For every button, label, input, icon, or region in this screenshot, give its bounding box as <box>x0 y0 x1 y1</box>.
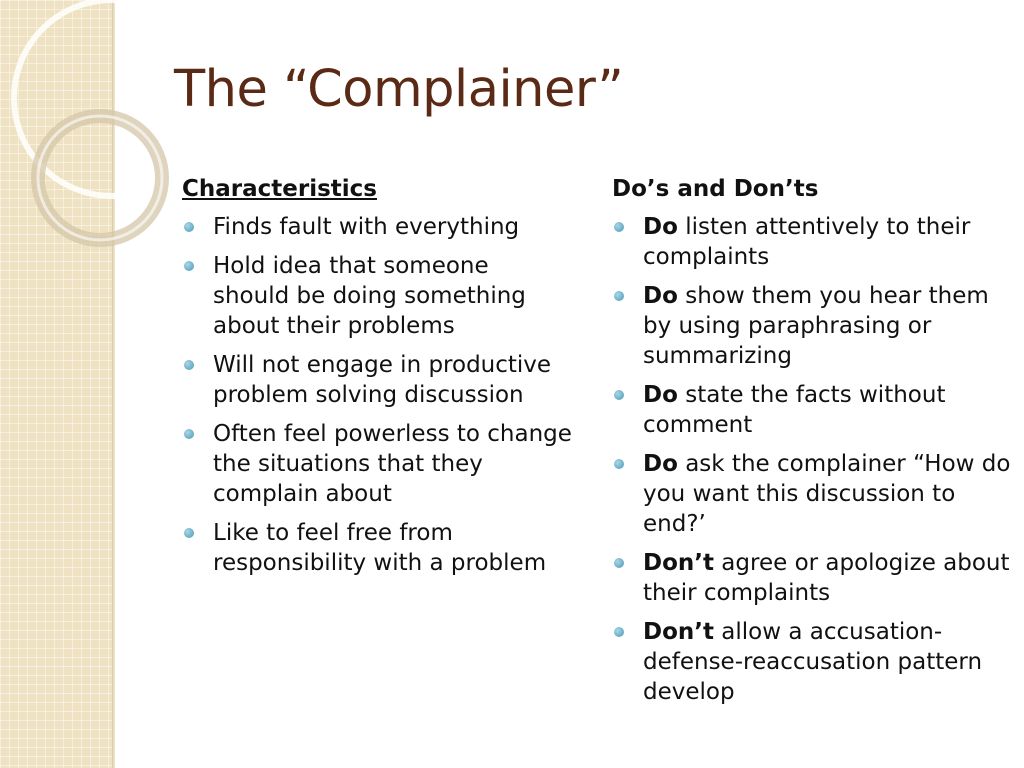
characteristics-item <box>182 212 572 242</box>
dos-donts-keyword: Don’t <box>643 619 714 645</box>
dos-donts-item <box>612 548 1012 608</box>
bullet-icon <box>184 429 194 439</box>
bullet-icon <box>614 222 624 232</box>
dos-donts-heading: Do’s and Don’ts <box>612 176 819 202</box>
bullet-icon <box>184 261 194 271</box>
characteristics-item-text: Like to feel free from responsibility with a problem <box>213 520 547 576</box>
characteristics-item-text: Finds fault with everything <box>213 214 520 240</box>
characteristics-item-text: Will not engage in productive problem solving discussion <box>213 352 552 408</box>
dos-donts-item <box>612 617 1012 707</box>
dos-donts-column <box>612 174 1012 716</box>
characteristics-item-text: Hold idea that someone should be doing something about their problems <box>213 253 526 339</box>
bullet-icon <box>184 528 194 538</box>
dos-donts-text: listen attentively to their complaints <box>643 214 971 270</box>
dos-donts-list <box>612 212 1012 707</box>
dos-donts-keyword: Do <box>643 451 678 477</box>
bullet-icon <box>614 627 624 637</box>
bullet-icon <box>614 459 624 469</box>
characteristics-item <box>182 251 572 341</box>
characteristics-item <box>182 350 572 410</box>
dos-donts-keyword: Don’t <box>643 550 714 576</box>
bullet-icon <box>184 222 194 232</box>
dos-donts-text: show them you hear them by using paraphrasing or summarizing <box>643 283 989 369</box>
characteristics-column <box>182 174 572 587</box>
characteristics-item <box>182 518 572 578</box>
bullet-icon <box>614 558 624 568</box>
characteristics-item <box>182 419 572 509</box>
dos-donts-item <box>612 380 1012 440</box>
dos-donts-keyword: Do <box>643 214 678 240</box>
bullet-icon <box>614 291 624 301</box>
dos-donts-text: state the facts without comment <box>643 382 946 438</box>
decorative-rings <box>0 0 200 320</box>
slide-title: The “Complainer” <box>174 60 624 119</box>
dos-donts-item <box>612 212 1012 272</box>
dos-donts-keyword: Do <box>643 283 678 309</box>
dos-donts-item <box>612 449 1012 539</box>
characteristics-item-text: Often feel powerless to change the situations that they complain about <box>213 421 572 507</box>
dos-donts-item <box>612 281 1012 371</box>
dos-donts-text: agree or apologize about their complaints <box>643 550 1010 606</box>
dos-donts-text: allow a accusation-defense-reaccusation pattern develop <box>643 619 983 705</box>
bullet-icon <box>184 360 194 370</box>
dos-donts-keyword: Do <box>643 382 678 408</box>
dos-donts-text: ask the complainer “How do you want this discussion to end?’ <box>643 451 1011 537</box>
characteristics-list <box>182 212 572 578</box>
characteristics-heading: Characteristics <box>182 176 377 202</box>
bullet-icon <box>614 390 624 400</box>
